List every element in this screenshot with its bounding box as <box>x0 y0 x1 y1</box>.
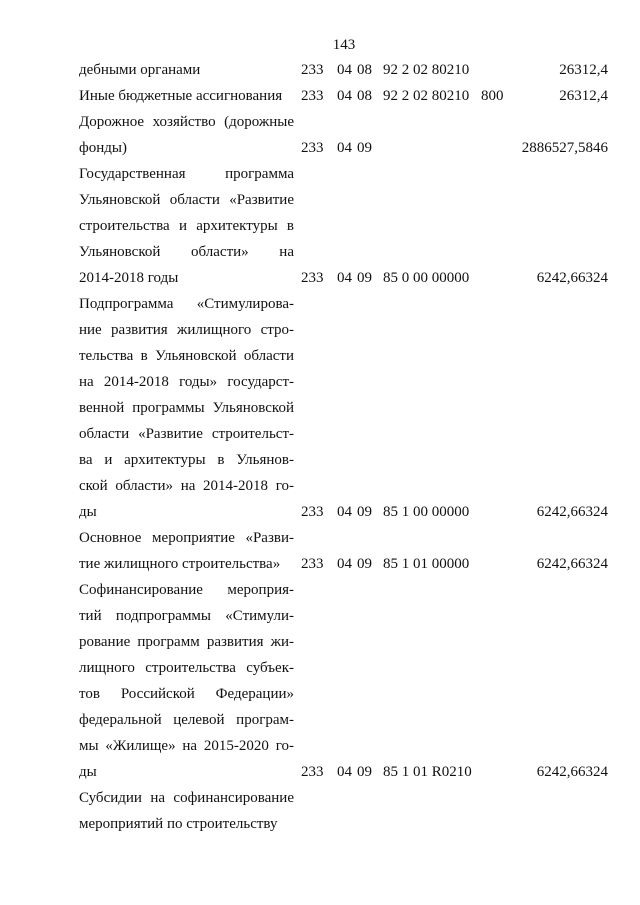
row-name-line: ской области» на 2014-2018 го- <box>79 478 294 494</box>
target-article-code: 92 2 02 80210 <box>383 88 470 104</box>
ved-code: 233 <box>301 270 324 286</box>
row-name-line: ды <box>79 504 97 520</box>
row-name <box>79 83 294 109</box>
row-name-line: дебными органами <box>79 62 201 78</box>
target-article-code: 85 1 00 00000 <box>383 504 470 520</box>
section-code: 04 <box>337 62 352 78</box>
section-code: 04 <box>337 504 352 520</box>
row-name-line: рование программ развития жи- <box>79 634 294 650</box>
row-name-line: фонды) <box>79 140 127 156</box>
row-name-line: ва и архитектуры в Ульянов- <box>79 452 294 468</box>
target-article-code: 92 2 02 80210 <box>383 62 470 78</box>
row-name-line: тие жилищного строительства» <box>79 556 281 572</box>
row-name-line: Основное мероприятие «Разви- <box>79 530 294 546</box>
row-name-line: мы «Жилище» на 2015-2020 го- <box>79 738 294 754</box>
target-article-code: 85 1 01 00000 <box>383 556 470 572</box>
row-name-line: лищного строительства субъек- <box>79 660 294 676</box>
row-name-line: ды <box>79 764 97 780</box>
row-name <box>79 785 294 837</box>
target-article-code: 85 0 00 00000 <box>383 270 470 286</box>
amount: 6242,66324 <box>536 270 608 286</box>
subsection-code: 09 <box>357 504 372 520</box>
row-name-line: Ульяновской области «Развитие <box>79 192 294 208</box>
amount: 26312,4 <box>559 62 608 78</box>
row-name <box>79 291 294 525</box>
amount: 6242,66324 <box>536 504 608 520</box>
row-name-line: федеральной целевой програм- <box>79 712 294 728</box>
amount: 6242,66324 <box>536 764 608 780</box>
amount: 6242,66324 <box>536 556 608 572</box>
expense-type-code: 800 <box>481 88 504 104</box>
row-name <box>79 577 294 785</box>
row-name-line: области «Развитие строительст- <box>79 426 294 442</box>
target-article-code: 85 1 01 R0210 <box>383 764 472 780</box>
subsection-code: 08 <box>357 62 372 78</box>
row-name-line: тов Российской Федерации» <box>79 686 294 702</box>
row-name-line: Подпрограмма «Стимулирова- <box>79 296 294 312</box>
row-name <box>79 525 294 577</box>
row-name-line: Иные бюджетные ассигнования <box>79 88 283 104</box>
page-number: 143 <box>332 37 356 53</box>
subsection-code: 09 <box>357 556 372 572</box>
row-name-line: Ульяновской области» на <box>79 244 294 260</box>
ved-code: 233 <box>301 140 324 156</box>
row-name-line: 2014-2018 годы <box>79 270 179 286</box>
subsection-code: 09 <box>357 270 372 286</box>
row-name-line: Софинансирование мероприя- <box>79 582 294 598</box>
row-name <box>79 57 294 83</box>
ved-code: 233 <box>301 556 324 572</box>
row-name-line: Субсидии на софинансирование <box>79 790 294 806</box>
ved-code: 233 <box>301 88 324 104</box>
row-name-line: венной программы Ульяновской <box>79 400 294 416</box>
ved-code: 233 <box>301 764 324 780</box>
subsection-code: 09 <box>357 140 372 156</box>
row-name <box>79 161 294 291</box>
ved-code: 233 <box>301 504 324 520</box>
row-name-line: тельства в Ульяновской области <box>79 348 294 364</box>
row-name-line: тий подпрограммы «Стимули- <box>79 608 294 624</box>
row-name-line: ние развития жилищного стро- <box>79 322 294 338</box>
subsection-code: 09 <box>357 764 372 780</box>
row-name-line: на 2014-2018 годы» государст- <box>79 374 294 390</box>
amount: 26312,4 <box>559 88 608 104</box>
subsection-code: 08 <box>357 88 372 104</box>
section-code: 04 <box>337 764 352 780</box>
section-code: 04 <box>337 556 352 572</box>
row-name-line: строительства и архитектуры в <box>79 218 294 234</box>
row-name-line: Дорожное хозяйство (дорожные <box>79 114 294 130</box>
row-name-line: мероприятий по строительству <box>79 816 278 832</box>
row-name-line: Государственная программа <box>79 166 294 182</box>
section-code: 04 <box>337 270 352 286</box>
section-code: 04 <box>337 140 352 156</box>
row-name <box>79 109 294 161</box>
ved-code: 233 <box>301 62 324 78</box>
section-code: 04 <box>337 88 352 104</box>
amount: 2886527,5846 <box>521 140 608 156</box>
